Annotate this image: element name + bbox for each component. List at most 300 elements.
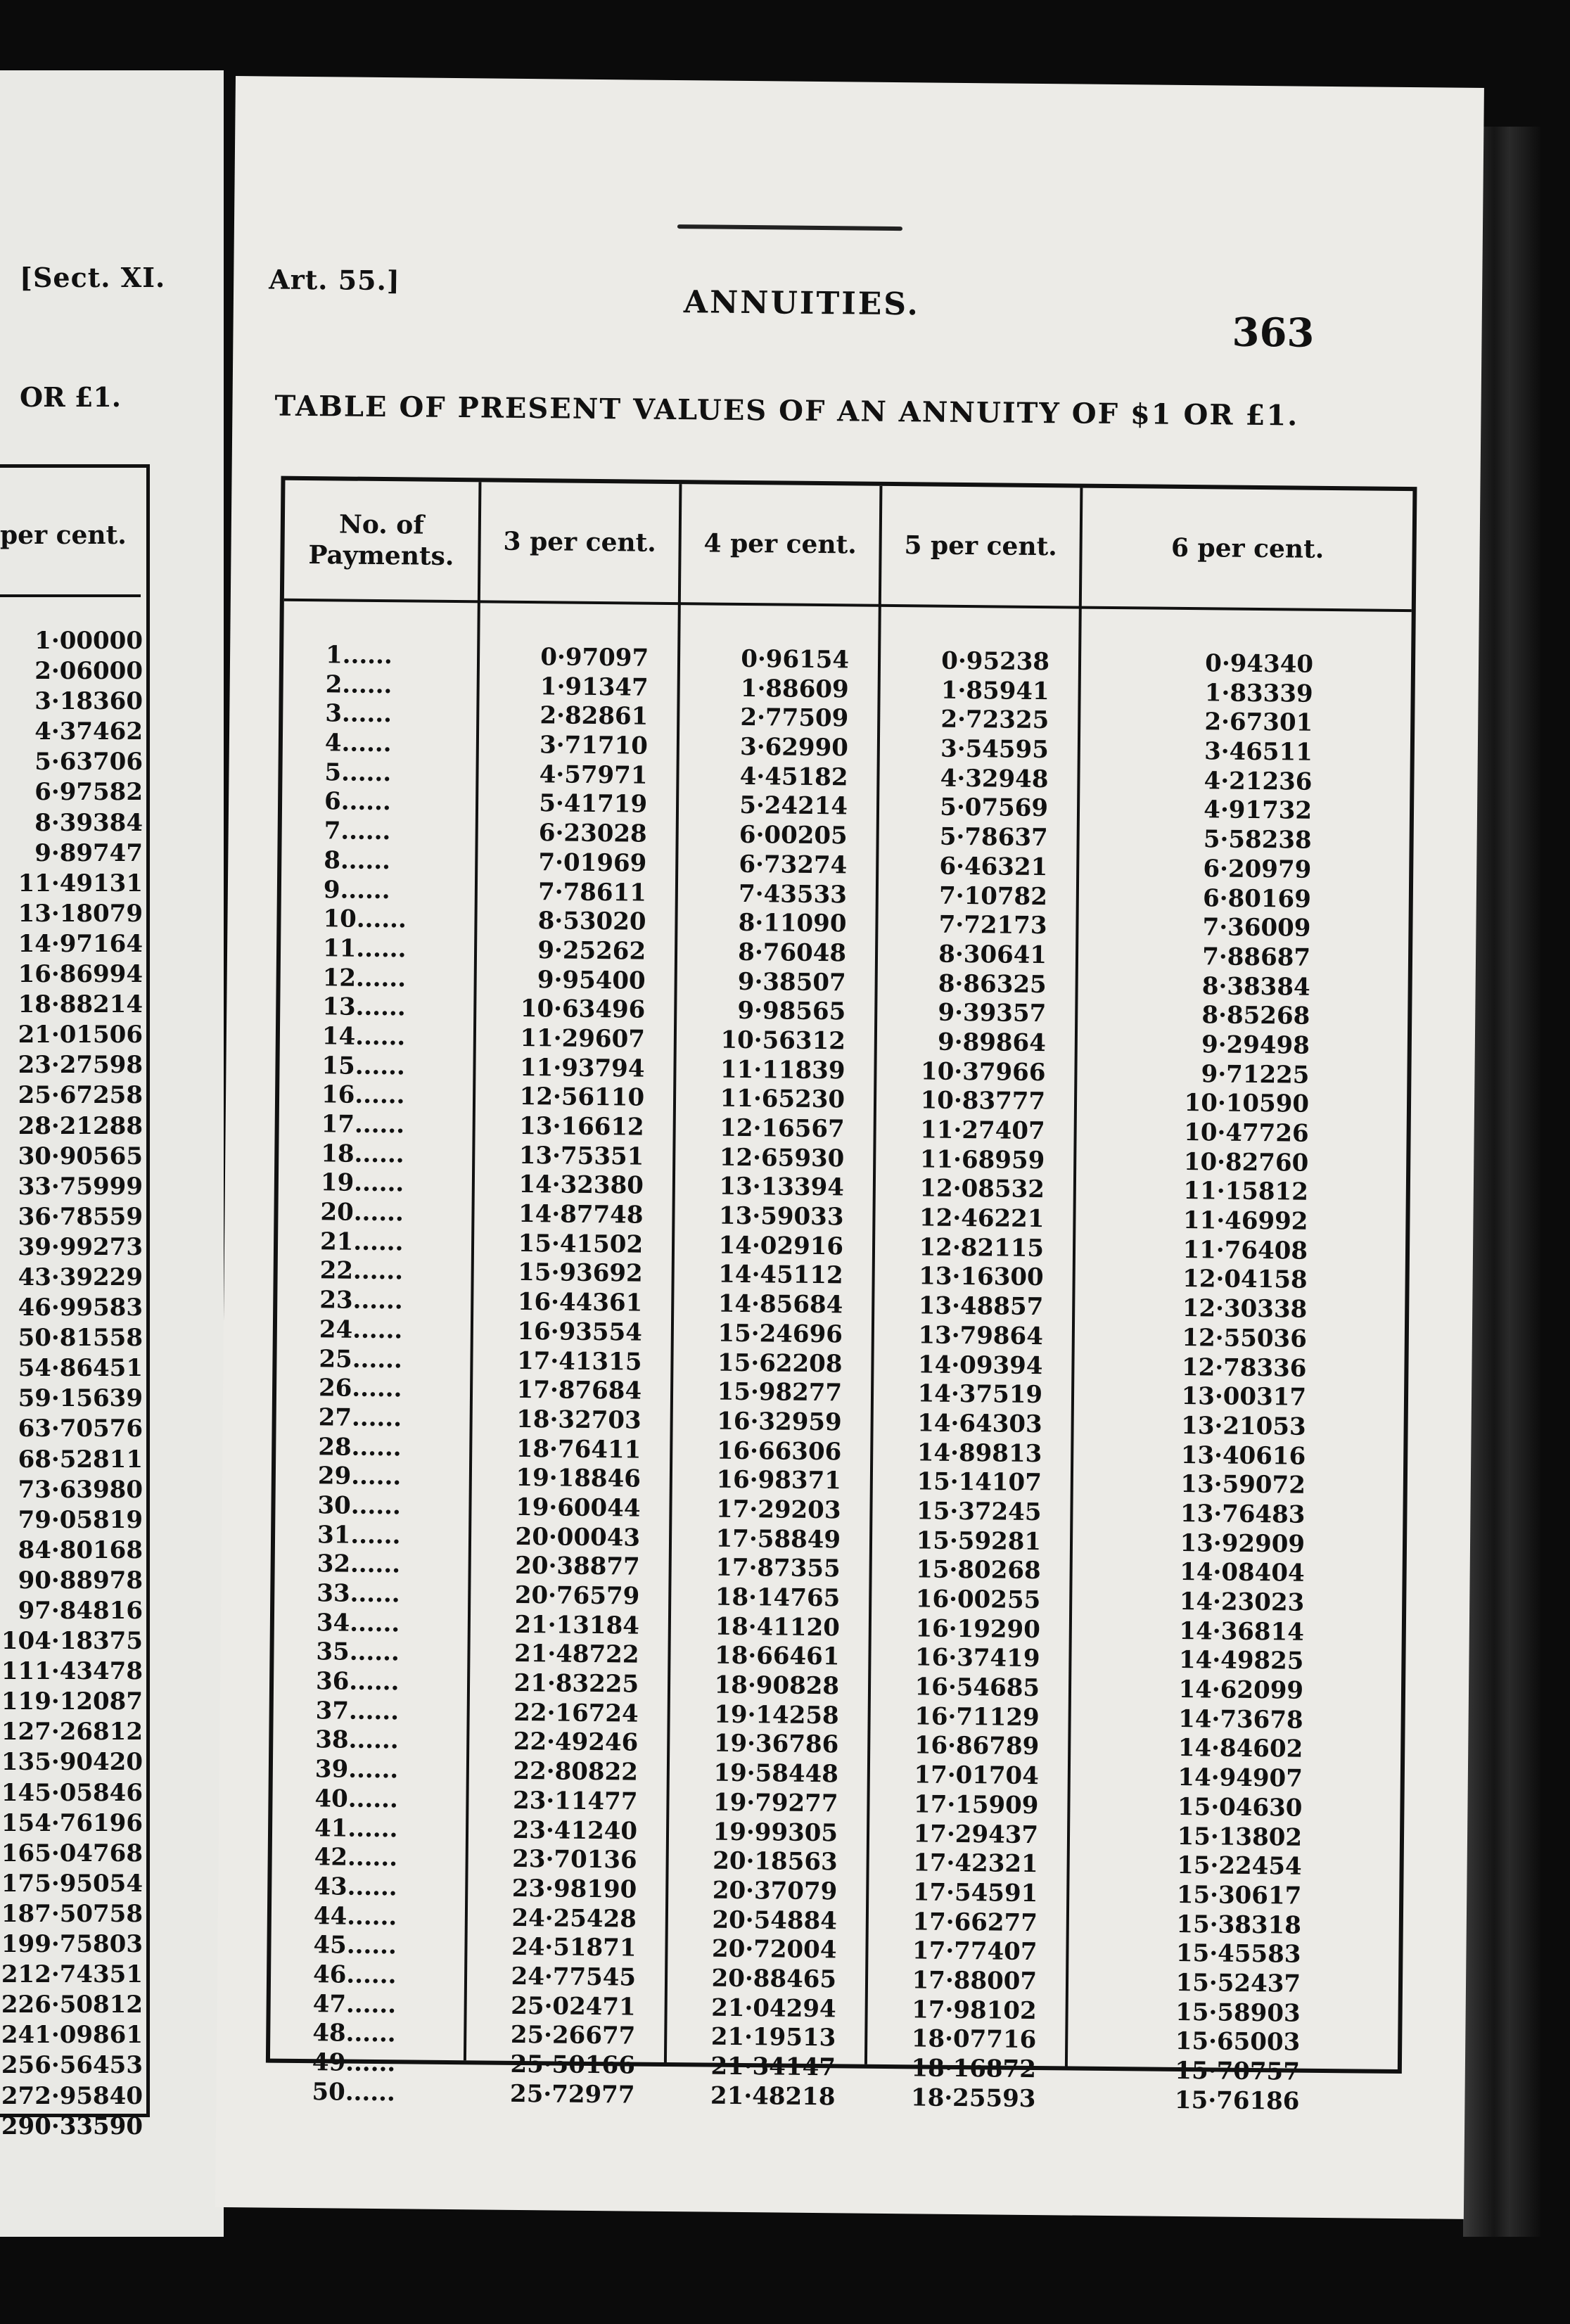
table-cell: 14·87748: [518, 1199, 644, 1230]
table-cell: 14·73678: [1178, 1704, 1303, 1735]
rate-6-column: [1067, 649, 1313, 2116]
table-cell: 15·45583: [1175, 1939, 1301, 1969]
left-value: 8·39384: [34, 808, 143, 837]
table-cell: 17·77407: [912, 1936, 1038, 1967]
table-cell: 12·08532: [919, 1174, 1045, 1204]
left-value: 2·06000: [34, 657, 143, 686]
table-cell: 11·29607: [520, 1023, 646, 1054]
table-cell: 17·87684: [516, 1376, 642, 1405]
left-value: 9·89747: [34, 838, 143, 867]
table-cell: 34......: [316, 1608, 400, 1638]
table-cell: 16·37419: [914, 1643, 1040, 1673]
table-cell: 3·54595: [940, 734, 1049, 765]
table-cell: 10·83777: [920, 1086, 1046, 1116]
left-value: 79·05819: [18, 1505, 143, 1534]
table-cell: 19·18846: [516, 1464, 642, 1493]
table-cell: 14·64303: [917, 1409, 1042, 1438]
page-number: 363: [1232, 309, 1315, 357]
table-cell: 21·48218: [710, 2081, 836, 2112]
table-cell: 20·00043: [515, 1522, 641, 1552]
rate-3-column: [466, 642, 649, 2110]
table-cell: 37......: [315, 1696, 400, 1726]
table-cell: 7·78611: [537, 877, 647, 907]
table-cell: 9·39357: [938, 998, 1047, 1028]
left-page: [0, 70, 224, 2237]
table-cell: 49......: [312, 2048, 396, 2078]
table-cell: 14·49825: [1178, 1646, 1304, 1676]
table-cell: 13·13394: [719, 1173, 845, 1202]
left-value: 21·01506: [18, 1021, 143, 1049]
table-cell: 18......: [321, 1139, 404, 1169]
left-value: 111·43478: [1, 1657, 143, 1686]
table-cell: 7·72173: [938, 910, 1047, 940]
table-cell: 10......: [323, 905, 407, 934]
section-label: [Sect. XI.: [20, 262, 166, 293]
table-cell: 16·71129: [914, 1702, 1040, 1732]
table-cell: 1·88609: [740, 674, 849, 704]
table-cell: 18·25593: [910, 2083, 1036, 2113]
table-cell: 25·72977: [509, 2079, 635, 2109]
table-cell: 7......: [324, 817, 391, 846]
left-value: 90·88978: [18, 1566, 143, 1595]
table-cell: 8·85268: [1201, 1001, 1310, 1030]
table-cell: 0·97097: [540, 643, 649, 672]
left-value: 187·50758: [1, 1899, 143, 1928]
left-value: 11·49131: [18, 869, 143, 898]
left-value: 73·63980: [18, 1475, 143, 1504]
table-cell: 12·16567: [720, 1113, 845, 1144]
table-cell: 3·46511: [1204, 737, 1313, 767]
table-cell: 8·86325: [938, 969, 1047, 999]
table-cell: 38......: [315, 1725, 399, 1755]
table-cell: 13·21053: [1181, 1411, 1306, 1441]
table-cell: 17·58849: [715, 1524, 841, 1554]
table-cell: 15·70757: [1175, 2056, 1301, 2086]
left-value: 97·84816: [18, 1597, 143, 1625]
table-cell: 4·32948: [940, 764, 1049, 793]
table-cell: 13·40616: [1180, 1441, 1306, 1471]
table-cell: 19·79277: [713, 1788, 838, 1818]
table-cell: 10·82760: [1183, 1147, 1309, 1177]
table-cell: 15·04630: [1177, 1792, 1303, 1822]
table-cell: 10·10590: [1184, 1089, 1310, 1119]
table-cell: 0·96154: [741, 644, 850, 675]
table-cell: 40......: [314, 1784, 399, 1814]
left-value: 226·50812: [1, 1991, 143, 2019]
table-cell: 8·38384: [1201, 971, 1310, 1002]
table-cell: 15·14107: [917, 1467, 1042, 1498]
left-value: 46·99583: [18, 1294, 143, 1322]
left-value: 25·67258: [18, 1081, 143, 1110]
table-cell: 20·72004: [711, 1934, 837, 1965]
table-cell: 15·80268: [916, 1555, 1041, 1585]
table-cell: 7·88687: [1202, 943, 1311, 972]
left-subtitle-fragment: OR £1.: [20, 381, 122, 413]
table-cell: 19·99305: [713, 1818, 838, 1847]
ornament-rule: [677, 224, 902, 231]
table-cell: 17·87355: [715, 1553, 841, 1583]
table-cell: 9·89864: [937, 1028, 1047, 1058]
table-cell: 9·95400: [537, 965, 646, 995]
table-cell: 23·11477: [512, 1786, 638, 1816]
left-value: 241·09861: [1, 2021, 143, 2050]
table-cell: 13·79864: [918, 1321, 1044, 1351]
table-cell: 16·00255: [915, 1585, 1041, 1615]
table-cell: 32......: [317, 1550, 401, 1579]
table-cell: 4·21236: [1204, 767, 1313, 796]
left-value: 199·75803: [1, 1930, 143, 1959]
table-cell: 15·58903: [1175, 1998, 1301, 2028]
left-value: 39·99273: [18, 1232, 143, 1261]
left-header-rule: [0, 594, 141, 597]
table-cell: 4·45182: [739, 762, 848, 792]
table-cell: 4......: [324, 729, 392, 758]
table-cell: 12·55036: [1182, 1323, 1308, 1353]
table-cell: 21......: [319, 1227, 404, 1257]
payments-column: [312, 641, 466, 2108]
table-cell: 21·34147: [710, 2052, 836, 2082]
table-cell: 23·41240: [512, 1815, 638, 1846]
table-cell: 27......: [318, 1403, 402, 1433]
table-cell: 22·80822: [513, 1757, 639, 1787]
left-value: 5·63706: [34, 748, 143, 777]
table-cell: 25......: [319, 1344, 403, 1374]
table-cell: 26......: [318, 1374, 402, 1403]
left-value: 28·21288: [18, 1111, 143, 1140]
table-cell: 14·36814: [1179, 1616, 1305, 1647]
table-cell: 15·41502: [518, 1229, 644, 1259]
table-cell: 17......: [321, 1110, 405, 1139]
table-cell: 11·65230: [720, 1084, 845, 1114]
table-cell: 1·85941: [940, 676, 1049, 706]
table-cell: 15·62208: [717, 1348, 843, 1378]
left-value: 33·75999: [18, 1172, 143, 1201]
left-value: 30·90565: [18, 1142, 143, 1170]
table-cell: 18·14765: [715, 1583, 841, 1613]
table-cell: 24......: [319, 1315, 403, 1345]
header-3-percent: 3 per cent.: [503, 526, 657, 558]
table-cell: 21·13184: [514, 1610, 640, 1640]
left-value: 135·90420: [1, 1748, 143, 1777]
left-value: 154·76196: [1, 1808, 143, 1837]
table-cell: 18·66461: [714, 1642, 840, 1671]
table-cell: 16·66306: [716, 1436, 842, 1466]
table-cell: 15·30617: [1176, 1880, 1302, 1910]
table-cell: 25·50166: [510, 2050, 636, 2080]
table-cell: 15·37245: [916, 1497, 1042, 1527]
table-cell: 20·88465: [711, 1964, 837, 1994]
table-cell: 10·37966: [920, 1057, 1046, 1087]
table-cell: 31......: [317, 1520, 401, 1550]
table-cell: 7·10782: [938, 881, 1048, 911]
table-cell: 21·83225: [513, 1668, 639, 1699]
left-value: 16·86994: [18, 960, 143, 989]
left-value: 36·78559: [18, 1202, 143, 1231]
main-page: [215, 76, 1484, 2219]
table-cell: 13·16300: [919, 1262, 1044, 1292]
table-cell: 15·52437: [1175, 1968, 1301, 1998]
table-cell: 12·82115: [919, 1233, 1045, 1263]
table-cell: 14·32380: [518, 1170, 644, 1201]
table-cell: 41......: [314, 1813, 398, 1843]
table-cell: 19·36786: [713, 1730, 839, 1759]
table-cell: 21·19513: [710, 2022, 836, 2052]
table-cell: 23·98190: [511, 1874, 637, 1904]
table-cell: 13·48857: [918, 1291, 1044, 1322]
table-cell: 20......: [320, 1198, 404, 1227]
table-cell: 1......: [325, 641, 392, 670]
table-cell: 0·94340: [1205, 649, 1314, 679]
left-value: 175·95054: [1, 1869, 143, 1898]
left-value: 23·27598: [18, 1051, 143, 1080]
table-cell: 12......: [322, 963, 407, 992]
header-payments: No. of Payments.: [308, 509, 454, 572]
table-cell: 11......: [322, 934, 407, 964]
table-cell: 18·32703: [516, 1405, 642, 1435]
table-cell: 9·25262: [537, 936, 646, 966]
table-cell: 6·80169: [1202, 883, 1312, 914]
table-cell: 6·23028: [538, 819, 647, 848]
table-cell: 13·92909: [1180, 1528, 1306, 1559]
table-cell: 12·30338: [1182, 1294, 1308, 1324]
table-title: TABLE OF PRESENT VALUES OF AN ANNUITY OF $1 OR £1.: [274, 389, 1299, 433]
table-cell: 3·62990: [739, 732, 849, 762]
table-cell: 30......: [317, 1491, 402, 1521]
table-cell: 19......: [320, 1168, 404, 1198]
table-cell: 39......: [314, 1755, 399, 1784]
table-cell: 11·46992: [1182, 1206, 1308, 1236]
table-cell: 5·24214: [739, 791, 848, 821]
table-cell: 10·56312: [720, 1026, 846, 1056]
table-cell: 13·00317: [1181, 1382, 1307, 1412]
left-value: 165·04768: [1, 1839, 143, 1868]
table-cell: 19·60044: [515, 1493, 641, 1523]
table-cell: 14·02916: [718, 1231, 844, 1261]
table-cell: 6·46321: [939, 852, 1048, 881]
header-5-percent: 5 per cent.: [904, 530, 1057, 562]
table-cell: 12·56110: [519, 1083, 645, 1112]
table-cell: 18·16872: [911, 2054, 1037, 2084]
table-cell: 12·78336: [1181, 1353, 1307, 1383]
table-cell: 17·54591: [912, 1878, 1038, 1908]
table-cell: 17·66277: [912, 1907, 1038, 1937]
table-cell: 36......: [315, 1667, 400, 1697]
left-value: 63·70576: [18, 1415, 143, 1443]
table-cell: 47......: [312, 1989, 397, 2019]
table-cell: 7·43533: [738, 879, 848, 909]
table-cell: 14·09394: [917, 1350, 1043, 1380]
table-cell: 6·73274: [739, 850, 848, 880]
table-cell: 23......: [319, 1286, 403, 1315]
table-cell: 1·83339: [1204, 678, 1313, 708]
table-cell: 17·41315: [516, 1346, 642, 1377]
left-value: 104·18375: [1, 1627, 143, 1656]
table-cell: 2·67301: [1204, 708, 1313, 738]
left-value: 127·26812: [1, 1718, 143, 1747]
table-cell: 2·77509: [740, 703, 849, 733]
rate-4-column: [666, 644, 849, 2112]
table-cell: 16·86789: [914, 1731, 1040, 1761]
table-cell: 45......: [313, 1931, 397, 1960]
table-cell: 42......: [314, 1843, 398, 1872]
table-cell: 1·91347: [540, 672, 649, 702]
table-cell: 15·13802: [1177, 1822, 1303, 1852]
left-value: 290·33590: [1, 2112, 143, 2140]
table-cell: 11·15812: [1183, 1177, 1309, 1207]
table-cell: 14·45112: [718, 1260, 843, 1290]
left-value: 50·81558: [18, 1324, 143, 1353]
table-cell: 17·42321: [913, 1849, 1038, 1879]
left-value: 256·56453: [1, 2051, 143, 2080]
table-cell: 22......: [319, 1256, 404, 1286]
table-cell: 15......: [321, 1051, 406, 1081]
table-cell: 2·82861: [540, 701, 649, 732]
table-cell: 3·71710: [539, 731, 649, 760]
table-cell: 20·38877: [515, 1552, 640, 1581]
table-cell: 6......: [324, 787, 391, 817]
table-cell: 18·90828: [714, 1671, 840, 1701]
left-value: 84·80168: [18, 1536, 143, 1564]
table-cell: 10·63496: [520, 995, 646, 1024]
left-value: 4·37462: [34, 717, 143, 746]
table-cell: 5·41719: [539, 789, 648, 819]
table-cell: 25·02471: [511, 1991, 636, 2022]
left-value: 119·12087: [1, 1687, 143, 1716]
table-cell: 15·38318: [1176, 1910, 1302, 1940]
table-cell: 13·59072: [1180, 1470, 1306, 1500]
table-cell: 11·76408: [1182, 1235, 1308, 1265]
table-cell: 16·54685: [914, 1673, 1040, 1703]
left-value: 54·86451: [18, 1354, 143, 1383]
table-cell: 15·65003: [1175, 2027, 1301, 2057]
table-cell: 9·98565: [737, 997, 846, 1026]
table-cell: 4·57971: [539, 760, 648, 790]
table-cell: 21·04294: [711, 1993, 836, 2023]
left-value: 59·15639: [18, 1384, 143, 1413]
table-cell: 8......: [324, 846, 391, 875]
table-cell: 16......: [321, 1080, 405, 1110]
table-cell: 25·26677: [510, 2021, 636, 2050]
table-cell: 20·37079: [712, 1876, 838, 1906]
table-cell: 13·76483: [1180, 1499, 1306, 1529]
left-column-header: per cent.: [0, 521, 127, 550]
table-cell: 20·18563: [713, 1846, 838, 1877]
table-cell: 7·01969: [538, 848, 647, 878]
table-cell: 2......: [325, 670, 392, 699]
table-cell: 48......: [312, 2019, 396, 2048]
table-cell: 24·25428: [511, 1903, 637, 1934]
table-cell: 11·11839: [720, 1055, 845, 1085]
table-cell: 14......: [321, 1022, 406, 1052]
table-cell: 11·27407: [920, 1116, 1045, 1146]
table-cell: 14·85684: [717, 1289, 843, 1320]
table-cell: 14·08404: [1180, 1558, 1305, 1588]
table-cell: 19·58448: [713, 1758, 839, 1789]
table-cell: 13·16612: [519, 1111, 644, 1142]
left-value: 18·88214: [18, 990, 143, 1019]
left-value: 68·52811: [18, 1445, 143, 1474]
table-cell: 14·94907: [1178, 1763, 1303, 1793]
left-value: 6·97582: [34, 778, 143, 807]
table-cell: 24·77545: [511, 1962, 637, 1992]
table-cell: 11·68959: [919, 1145, 1045, 1175]
rate-5-column: [867, 646, 1049, 2114]
table-cell: 20·54884: [712, 1905, 838, 1935]
table-cell: 15·93692: [518, 1258, 643, 1289]
table-cell: 17·88007: [912, 1966, 1038, 1996]
table-cell: 12·65930: [719, 1143, 845, 1173]
table-cell: 5·78637: [939, 822, 1048, 853]
table-cell: 18·41120: [715, 1612, 841, 1642]
table-cell: 28......: [318, 1432, 402, 1462]
table-cell: 17·98102: [912, 1995, 1037, 2025]
table-cell: 14·89813: [917, 1438, 1042, 1468]
table-cell: 13......: [322, 992, 406, 1022]
table-cell: 23·70136: [512, 1845, 637, 1875]
table-cell: 16·44361: [517, 1288, 643, 1317]
table-cell: 14·37519: [917, 1379, 1043, 1410]
table-cell: 16·98371: [716, 1465, 842, 1495]
table-cell: 0·95238: [941, 646, 1050, 677]
table-cell: 9......: [323, 875, 390, 905]
table-cell: 22·49246: [513, 1728, 639, 1758]
table-cell: 11·93794: [519, 1053, 645, 1083]
table-cell: 8·53020: [537, 907, 646, 936]
left-value: 1·00000: [34, 627, 143, 655]
table-cell: 12·46221: [919, 1204, 1045, 1234]
left-value: 3·18360: [34, 687, 143, 716]
table-cell: 14·84602: [1178, 1734, 1303, 1764]
table-cell: 13·75351: [518, 1141, 644, 1171]
table-cell: 16·93554: [517, 1317, 643, 1347]
table-cell: 18·76411: [516, 1434, 642, 1464]
table-cell: 29......: [317, 1462, 402, 1491]
table-cell: 17·29203: [715, 1495, 841, 1525]
table-cell: 5·07569: [940, 793, 1049, 823]
table-cell: 15·24696: [717, 1319, 843, 1349]
table-cell: 16·32959: [717, 1407, 842, 1437]
left-value: 14·97164: [18, 929, 143, 958]
table-cell: 5......: [324, 758, 392, 787]
table-cell: 8·76048: [738, 938, 847, 968]
table-cell: 15·59281: [916, 1526, 1042, 1556]
table-cell: 35......: [316, 1637, 400, 1667]
left-value: 272·95840: [1, 2081, 143, 2110]
table-cell: 14·62099: [1178, 1675, 1304, 1705]
table-cell: 17·29437: [913, 1819, 1039, 1849]
table-cell: 50......: [312, 2077, 396, 2107]
page-title: ANNUITIES.: [683, 284, 921, 323]
table-cell: 17·15909: [913, 1790, 1039, 1820]
table-cell: 15·98277: [717, 1377, 843, 1407]
left-value: 13·18079: [18, 899, 143, 928]
table-cell: 14·23023: [1179, 1587, 1305, 1617]
table-cell: 6·20979: [1203, 855, 1312, 884]
table-cell: 8·11090: [738, 909, 847, 938]
table-cell: 43......: [314, 1872, 397, 1902]
table-cell: 4·91732: [1204, 796, 1313, 826]
table-cell: 44......: [313, 1901, 397, 1931]
table-cell: 24·51871: [511, 1933, 637, 1962]
header-4-percent: 4 per cent.: [703, 528, 857, 560]
table-cell: 18·07716: [911, 2024, 1037, 2055]
table-cell: 9·29498: [1201, 1030, 1310, 1060]
table-cell: 6·00205: [739, 821, 848, 850]
left-value: 145·05846: [1, 1778, 143, 1807]
table-cell: 19·14258: [714, 1700, 839, 1730]
left-values-column: [1, 626, 143, 2142]
table-cell: 22·16724: [513, 1698, 639, 1728]
